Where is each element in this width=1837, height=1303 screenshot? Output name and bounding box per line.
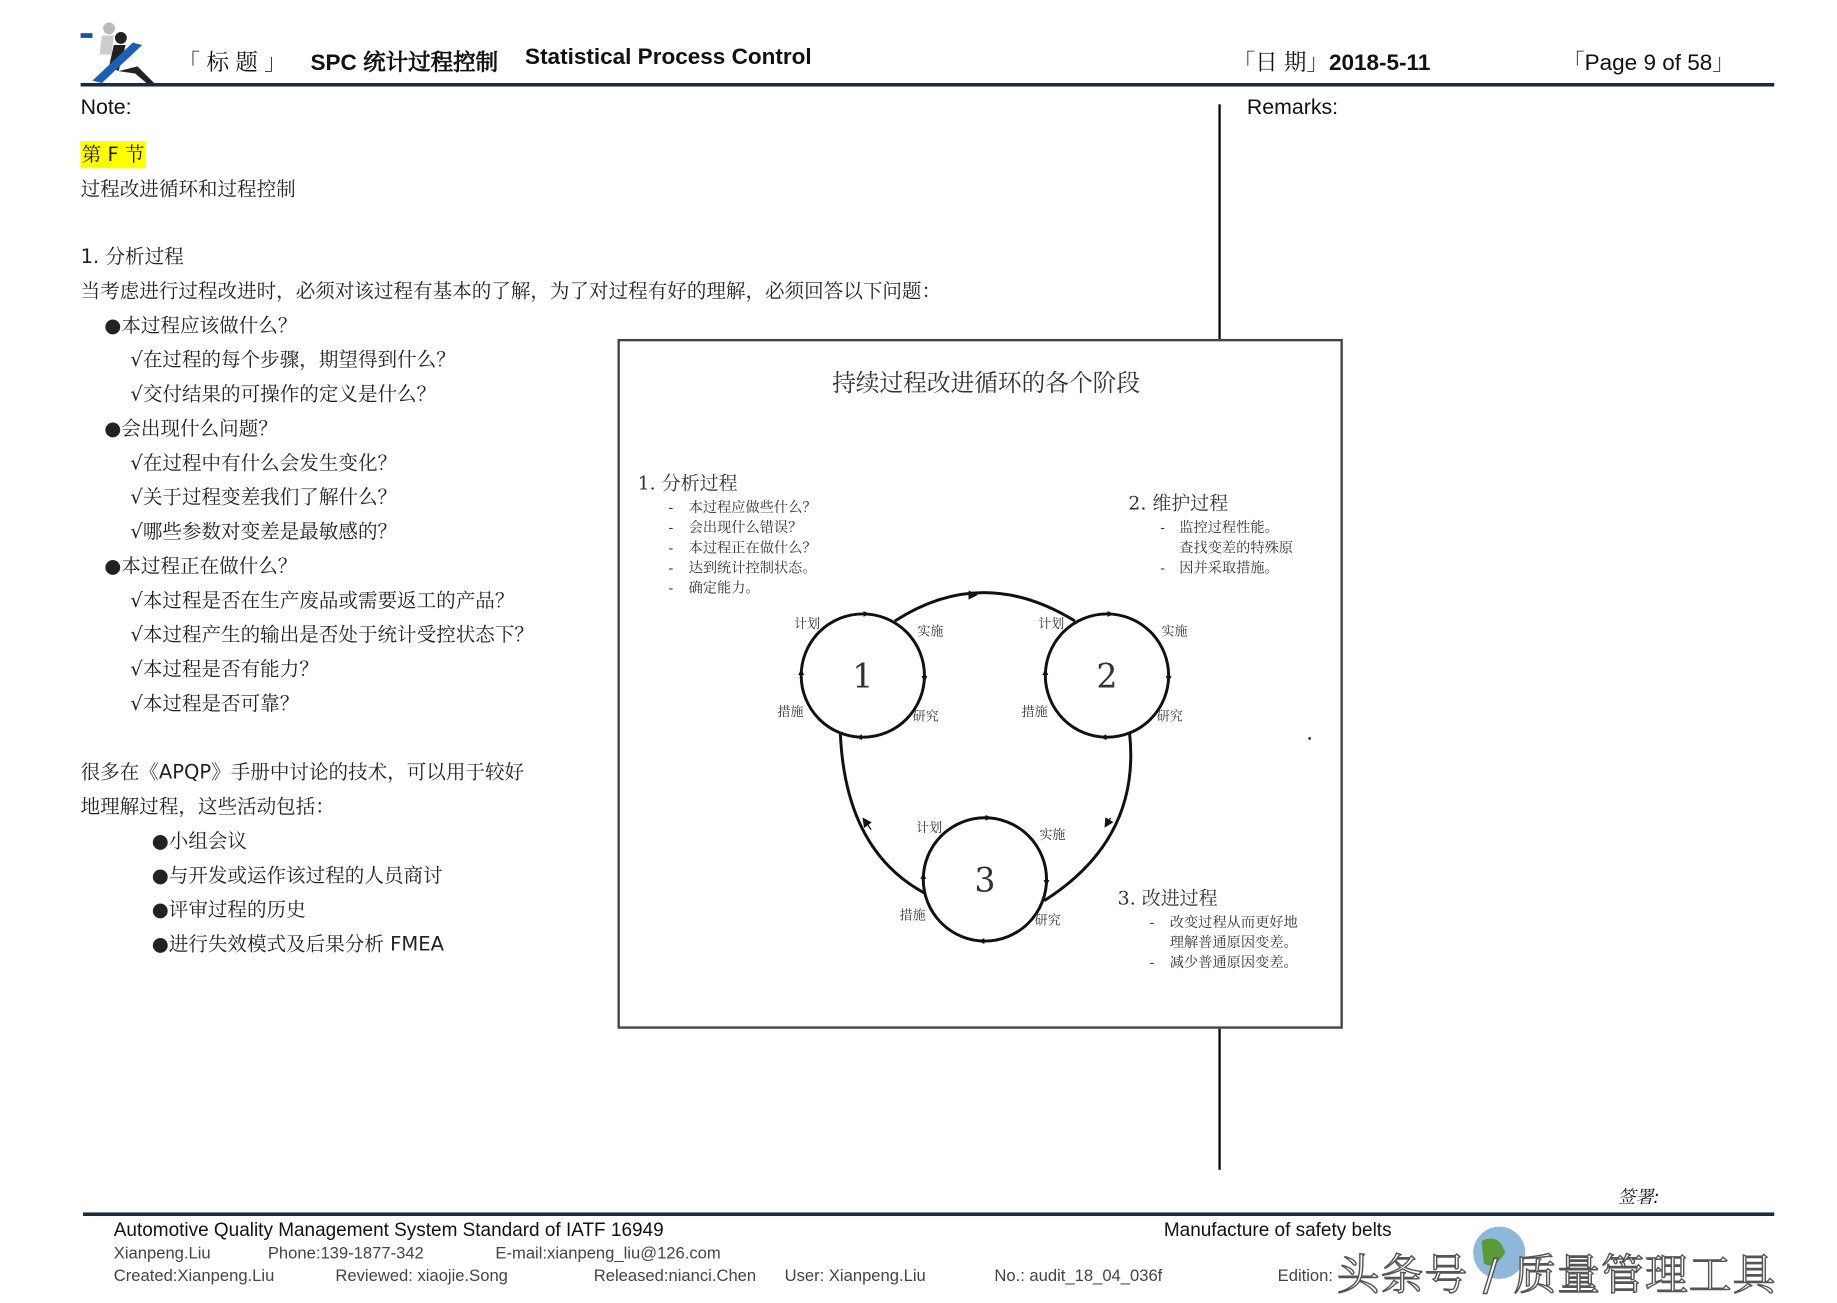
pdsa-label-study: 研究 bbox=[1034, 913, 1061, 929]
activity-item: ●进行失效模式及后果分析 FMEA bbox=[151, 932, 444, 956]
dash: - bbox=[1149, 914, 1155, 931]
dash: - bbox=[1160, 560, 1166, 577]
pdsa-label-do: 实施 bbox=[1161, 624, 1188, 640]
phase-item: 本过程正在做什么？ bbox=[688, 540, 817, 557]
phase-item: 理解普通原因变差。 bbox=[1169, 934, 1298, 951]
dash: - bbox=[668, 520, 674, 537]
cycle-number: 2 bbox=[1096, 656, 1118, 696]
phase-title: 3. 改进过程 bbox=[1117, 887, 1218, 910]
title-cn: SPC 统计过程控制 bbox=[310, 50, 499, 76]
arrow-icon bbox=[865, 821, 871, 829]
dash: - bbox=[1149, 955, 1155, 972]
pdsa-label-do: 实施 bbox=[1039, 828, 1066, 844]
improvement-cycle-diagram bbox=[617, 339, 1342, 1029]
phase-item: 减少普通原因变差。 bbox=[1169, 955, 1298, 972]
date-label: 「日 期」 bbox=[1232, 50, 1329, 76]
watermark: 头条号 / 质量管理工具 bbox=[1336, 1251, 1777, 1301]
footer-number: No.: audit_18_04_036f bbox=[994, 1265, 1163, 1285]
phase-title: 1. 分析过程 bbox=[637, 472, 738, 495]
phase-item: 本过程应做些什么？ bbox=[688, 500, 817, 517]
apqp-text-line: 很多在《APQP》手册中讨论的技术，可以用于较好 bbox=[80, 760, 525, 784]
date-value: 2018-5-11 bbox=[1328, 50, 1431, 76]
phase-item: 因并采取措施。 bbox=[1179, 560, 1279, 577]
question-check: √关于过程变差我们了解什么？ bbox=[130, 485, 398, 509]
question-check: √本过程是否可靠？ bbox=[130, 692, 300, 715]
heading: 1. 分析过程 bbox=[80, 245, 184, 268]
cycle-number: 1 bbox=[852, 656, 874, 696]
section-badge: 第 F 节 bbox=[81, 141, 146, 168]
phase-item: 查找变差的特殊原 bbox=[1179, 540, 1294, 557]
question-check: √在过程的每个步骤，期望得到什么？ bbox=[130, 348, 456, 371]
arrow-icon bbox=[1107, 818, 1111, 824]
dash: - bbox=[668, 500, 674, 517]
title-label: 「 标 题 」 bbox=[177, 50, 287, 76]
speck bbox=[1308, 737, 1311, 740]
signature-label: 签署: bbox=[1617, 1186, 1660, 1208]
loop-arc-3-1 bbox=[840, 732, 925, 893]
question-check: √在过程中有什么会发生变化？ bbox=[130, 451, 398, 475]
footer-user: User: Xianpeng.Liu bbox=[784, 1265, 926, 1285]
footer-reviewed: Reviewed: xiaojie.Song bbox=[335, 1265, 508, 1285]
pdsa-label-plan: 计划 bbox=[916, 821, 943, 837]
footer-email: E-mail:xianpeng_liu@126.com bbox=[495, 1243, 721, 1263]
note-label: Note: bbox=[80, 94, 132, 119]
question-bullet: ●本过程应该做什么？ bbox=[104, 314, 298, 337]
footer-standard: Automotive Quality Management System Standard of IATF 16949 bbox=[113, 1220, 664, 1241]
footer-product: Manufacture of safety belts bbox=[1163, 1220, 1392, 1241]
pdsa-label-act: 措施 bbox=[899, 908, 926, 924]
activity-item: ●评审过程的历史 bbox=[151, 898, 306, 921]
title-en: Statistical Process Control bbox=[525, 45, 812, 70]
header-rule bbox=[81, 83, 1775, 87]
pdsa-label-plan: 计划 bbox=[1038, 617, 1065, 633]
phase-title: 2. 维护过程 bbox=[1128, 492, 1229, 515]
question-check: √本过程是否在生产废品或需要返工的产品？ bbox=[130, 589, 515, 612]
phase-item: 监控过程性能。 bbox=[1179, 520, 1279, 537]
dash: - bbox=[1160, 520, 1166, 537]
dash: - bbox=[668, 560, 674, 577]
footer-author: Xianpeng.Liu bbox=[113, 1243, 211, 1263]
question-check: √交付结果的可操作的定义是什么？ bbox=[130, 382, 437, 406]
activity-item: ●小组会议 bbox=[151, 829, 248, 853]
footer-rule bbox=[83, 1212, 1774, 1216]
question-bullet: ●会出现什么问题？ bbox=[104, 417, 278, 440]
pdsa-label-do: 实施 bbox=[917, 624, 944, 640]
question-check: √本过程是否有能力？ bbox=[130, 657, 319, 681]
section-title: 过程改进循环和过程控制 bbox=[80, 177, 296, 201]
dash: - bbox=[668, 540, 674, 557]
diagram-title: 持续过程改进循环的各个阶段 bbox=[832, 369, 1141, 398]
cycle-number: 3 bbox=[974, 860, 996, 900]
pdsa-label-study: 研究 bbox=[912, 709, 939, 725]
footer-created: Created:Xianpeng.Liu bbox=[113, 1265, 275, 1285]
dash: - bbox=[668, 580, 674, 597]
phase-item: 改变过程从而更好地 bbox=[1169, 914, 1298, 931]
intro-text: 当考虑进行过程改进时，必须对该过程有基本的了解，为了对过程有好的理解，必须回答以下问题： bbox=[80, 279, 942, 303]
loop-arc-2-3 bbox=[1044, 732, 1131, 900]
phase-item: 达到统计控制状态。 bbox=[688, 560, 817, 577]
phase-item: 确定能力。 bbox=[688, 580, 760, 597]
footer-edition: Edition: bbox=[1277, 1265, 1333, 1285]
footer-phone: Phone:139-1877-342 bbox=[267, 1243, 424, 1263]
pdsa-label-study: 研究 bbox=[1156, 709, 1183, 725]
activity-item: ●与开发或运作该过程的人员商讨 bbox=[151, 864, 443, 887]
pdsa-label-plan: 计划 bbox=[794, 617, 821, 633]
question-check: √哪些参数对变差是最敏感的？ bbox=[130, 520, 398, 543]
pdsa-label-act: 措施 bbox=[1021, 704, 1048, 720]
remarks-label: Remarks: bbox=[1246, 94, 1339, 119]
pdsa-label-act: 措施 bbox=[777, 704, 804, 720]
question-check: √本过程产生的输出是否处于统计受控状态下？ bbox=[130, 623, 534, 646]
page-number: 「Page 9 of 58」 bbox=[1562, 50, 1735, 76]
footer-released: Released:nianci.Chen bbox=[593, 1265, 757, 1285]
phase-item: 会出现什么错误？ bbox=[688, 520, 803, 537]
company-logo-icon bbox=[78, 19, 163, 88]
question-bullet: ●本过程正在做什么？ bbox=[104, 554, 298, 578]
apqp-text-line: 地理解过程，这些活动包括： bbox=[80, 795, 335, 818]
